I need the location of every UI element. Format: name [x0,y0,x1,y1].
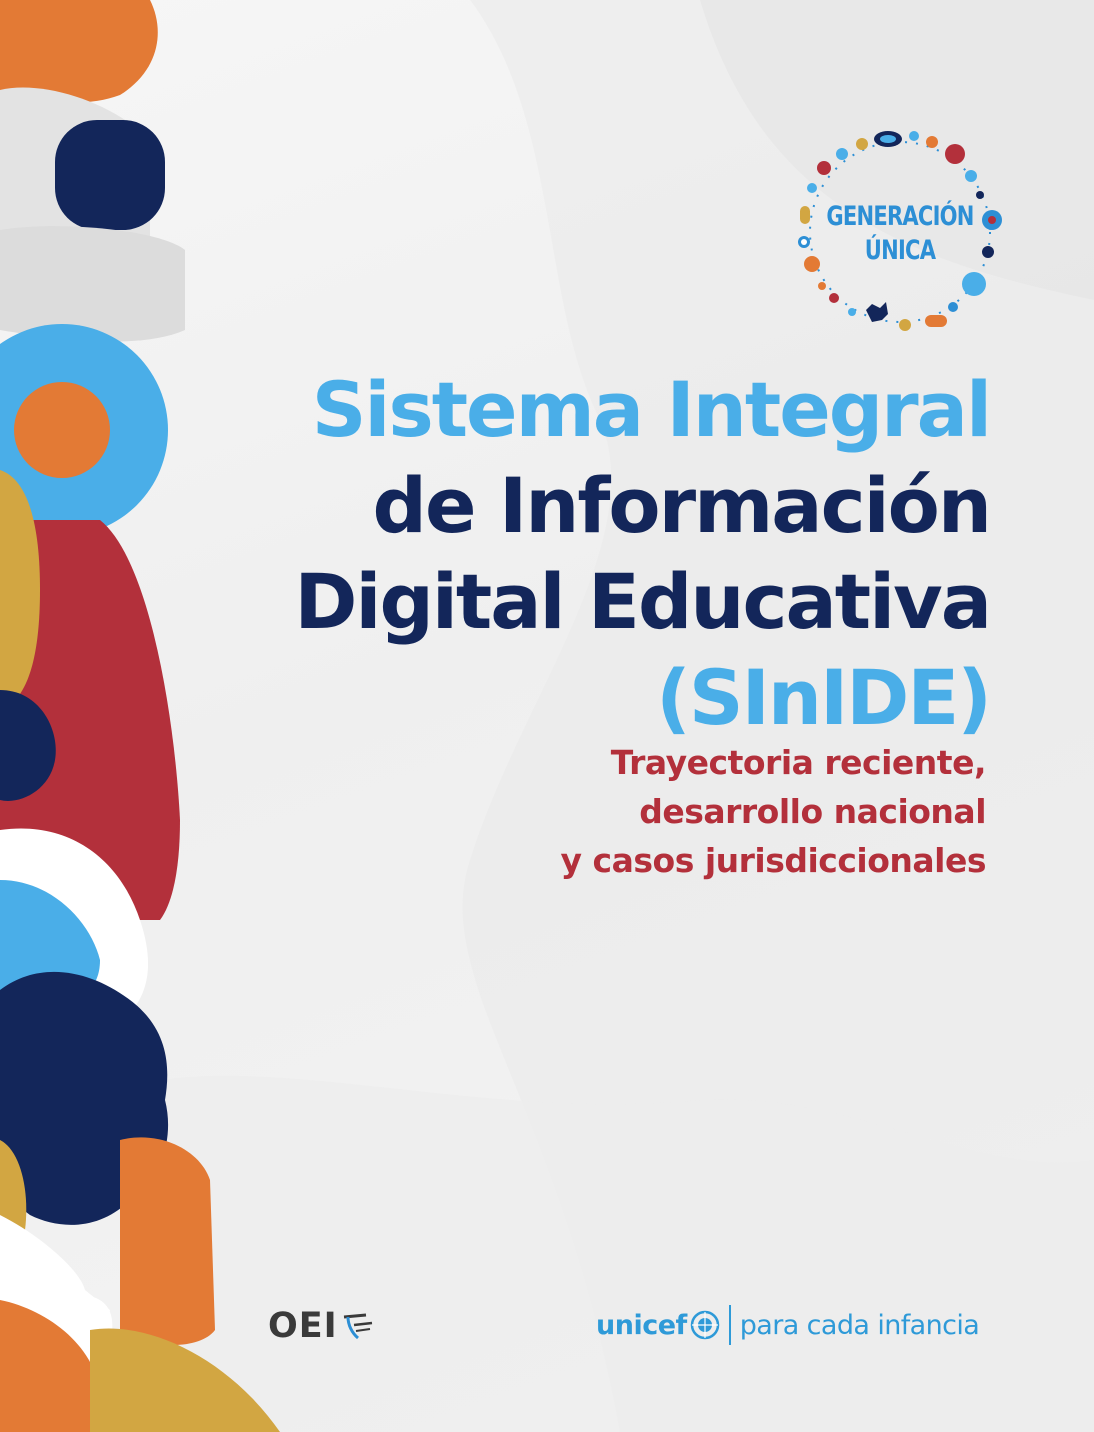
main-title [230,362,990,746]
title-line-2: de Información [372,461,990,550]
oei-logo [268,1304,374,1348]
unicef-wordmark: unicef [596,1309,687,1341]
oei-wordmark: OEI [268,1306,338,1346]
oei-emblem-icon [342,1311,374,1341]
badge-line-2: ÚNICA [864,235,936,266]
unicef-tagline: para cada infancia [739,1309,980,1341]
subtitle-line-2: desarrollo nacional [639,792,986,831]
subtitle-line-3: y casos jurisdiccionales [560,841,986,880]
generacion-unica-badge [790,122,1010,342]
subtitle [386,738,986,885]
subtitle-line-1: Trayectoria reciente, [610,743,986,782]
title-line-3: Digital Educativa [294,557,990,646]
unicef-logo [596,1302,979,1348]
badge-text [814,200,986,268]
title-line-4: (SInIDE) [656,653,990,742]
unicef-separator [729,1305,731,1345]
unicef-globe-icon [689,1309,721,1341]
title-line-1: Sistema Integral [311,365,990,454]
badge-line-1: GENERACIÓN [826,201,974,232]
